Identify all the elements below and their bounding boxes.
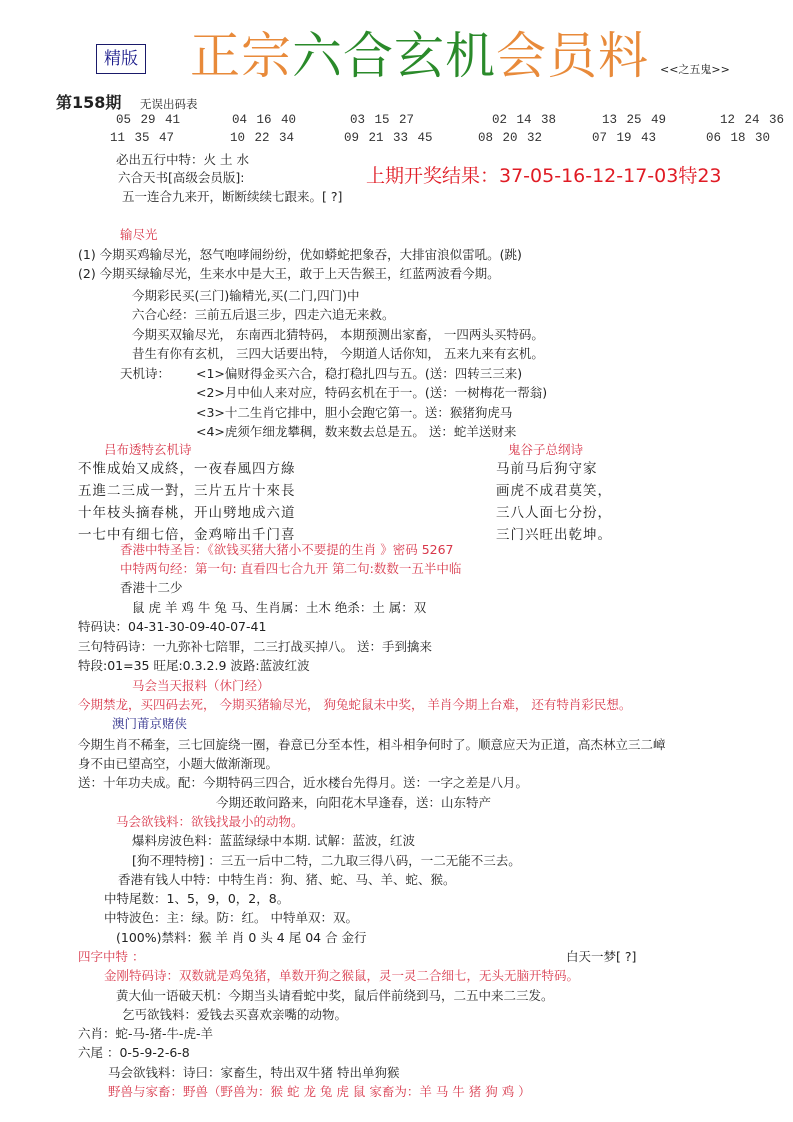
subtitle: <<之五鬼>>: [660, 63, 730, 76]
poem-line: 不惟成始又成終，一夜春風四方綠: [78, 461, 296, 477]
section-title: 马会当天报料（休门经）: [132, 678, 270, 693]
text-line: 送：十年功夫成。配：今期特码三四合，近水楼台先得月。送：一字之差是八月。: [78, 775, 529, 790]
poem-line: 一七中有细七倍，金鸡啼出千门喜: [78, 527, 296, 543]
text-line: 马会欲钱料：欲钱找最小的动物。: [116, 814, 304, 829]
code-cell: 02 14 38: [492, 113, 557, 127]
text-line: <3>十二生肖它排中，胆小会跑它第一。送：猴猪狗虎马: [196, 405, 513, 420]
title-char: 员: [547, 27, 598, 85]
text-line: 中特波色：主：绿。防：红。 中特单双：双。: [104, 910, 358, 925]
section-title: 鬼谷子总纲诗: [508, 442, 584, 457]
section-title: 澳门莆京赌侠: [112, 716, 188, 731]
title-char: 料: [598, 27, 649, 85]
title-char: 会: [496, 27, 547, 85]
text-line: 鼠 虎 羊 鸡 牛 兔 马、生肖属：土木 绝杀：土 属：双: [132, 600, 427, 615]
code-cell: 08 20 32: [478, 131, 543, 145]
text-line: 香港中特圣旨：《欲钱买猪大猪小不要提的生肖 》密码 5267: [120, 542, 454, 557]
text-line: 野兽与家畜：野兽（野兽为：猴 蛇 龙 兔 虎 鼠 家畜为：羊 马 牛 猪 狗 鸡 ）: [108, 1084, 531, 1099]
text-line: 特码诀：04-31-30-09-40-07-41: [78, 619, 267, 634]
text-line: 昔生有你有玄机， 三四大话要出特， 今期道人话你知， 五来九来有玄机。: [132, 346, 544, 361]
text-line: 六尾 ：0-5-9-2-6-8: [78, 1045, 190, 1060]
text-line: 中特尾数：1、5，9，0，2，8。: [104, 891, 290, 906]
text-line: 金刚特码诗：双数就是鸡兔猪，单数开狗之猴鼠，灵一灵二合细七，无头无脑开特码。: [104, 968, 580, 983]
title-char: 合: [343, 27, 394, 85]
poem-line: 马前马后狗守家: [496, 461, 598, 477]
poem-line: 三八人面七分扮，: [496, 505, 612, 521]
text-line: (1) 今期买鸡输尽光，怒气咆哮闹纷纷，优如蟒蛇把象吞，大排宙浪似雷吼。(跳): [78, 247, 522, 262]
text-line: 今期禁龙，买四码去死， 今期买猪输尽光， 狗兔蛇鼠未中奖， 羊肖今期上台难， 还有特肖彩民想。: [78, 697, 632, 712]
code-cell: 05 29 41: [116, 113, 181, 127]
text-line: 六肖：蛇-马-猪-牛-虎-羊: [78, 1026, 214, 1041]
tianshu-poem: 五一连合九来开，断断续续七跟来。[ ?]: [122, 189, 343, 204]
text-line: 四字中特 ：: [78, 949, 145, 964]
section-title: 输尽光: [120, 227, 158, 242]
poem-line: 画虎不成君莫笑，: [496, 483, 612, 499]
text-line: <4>虎须乍细龙攀稠，数来数去总是五。 送：蛇羊送财来: [196, 424, 517, 439]
text-line: [狗不理特榜] ：三五一后中二特，二九取三得八码，一二无能不三去。: [132, 853, 521, 868]
text-line: 马会欲钱料：诗曰：家畜生，特出双牛猪 特出单狗猴: [108, 1065, 400, 1080]
code-cell: 11 35 47: [110, 131, 175, 145]
poem-line: 十年枝头摘春桃，开山劈地成六道: [78, 505, 296, 521]
text-line: 乞丐欲钱料：爱钱去买喜欢亲嘴的动物。: [122, 1007, 348, 1022]
code-cell: 06 18 30: [706, 131, 771, 145]
code-cell: 12 24 36: [720, 113, 785, 127]
title-char: 六: [292, 27, 343, 85]
text-line: (2) 今期买绿输尽光，生来水中是大王，敢于上天告猴王，红蓝两波看今期。: [78, 266, 500, 281]
code-cell: 10 22 34: [230, 131, 295, 145]
text-line: <2>月中仙人来对应，特码玄机在于一。(送：一树梅花一帮翁): [196, 385, 548, 400]
text-line: 特段:01=35 旺尾:0.3.2.9 波路:蓝波红波: [78, 658, 310, 673]
text-line: 三句特码诗：一九弥补七陪罪，二三打战买掉八。 送：手到擒来: [78, 639, 432, 654]
issue-number: 第158期: [56, 93, 122, 112]
text-line: 中特两句经：第一句: 直看四七合九开 第二句:数数一五半中临: [120, 561, 462, 576]
tianshu-label: 六合天书[高级会员版]:: [118, 170, 245, 185]
code-cell: 03 15 27: [350, 113, 415, 127]
code-cell: 07 19 43: [592, 131, 657, 145]
text-line: 身不由已望高空，小题大做渐渐现。: [78, 756, 279, 771]
title-char: 玄: [394, 27, 445, 85]
title-char: 机: [445, 27, 496, 85]
title-char: 宗: [241, 27, 292, 85]
text-line: 黄大仙一语破天机：今期当头请看蛇中奖，鼠后伴前绕到马，二五中来二三发。: [116, 988, 554, 1003]
text-value: 白天一梦[ ?]: [566, 949, 637, 964]
code-cell: 13 25 49: [602, 113, 667, 127]
text-line: 今期彩民买(三门)输精光,买(二门,四门)中: [132, 288, 360, 303]
text-line: (100%)禁料：猴 羊 肖 0 头 4 尾 04 合 金行: [116, 930, 367, 945]
code-cell: 04 16 40: [232, 113, 297, 127]
text-line: 香港十二少: [120, 580, 183, 595]
edition-badge: 精版: [96, 44, 146, 74]
section-title: 吕布透特玄机诗: [104, 442, 192, 457]
page-title: [190, 26, 649, 86]
last-result: 上期开奖结果：37-05-16-12-17-03特23: [366, 165, 722, 187]
code-cell: 09 21 33 45: [344, 131, 433, 145]
issue-subtitle: 无误出码表: [140, 97, 198, 111]
tianji-label: 天机诗：: [120, 366, 171, 381]
text-line: 今期生肖不稀奎，三七回旋绕一圈，眷意已分至本性，相斗相争何时了。顺意应天为正道，高杰林立三二嶂: [78, 737, 666, 752]
text-line: 爆料房波色料：蓝蓝绿绿中本期. 试解：蓝波，红波: [132, 833, 415, 848]
poem-line: 三门兴旺出乾坤。: [496, 527, 612, 543]
text-line: <1>偏财得金买六合，稳打稳扎四与五。(送：四转三三来): [196, 366, 523, 381]
text-line: 六合心经：三前五后退三步，四走六追无来救。: [132, 307, 395, 322]
text-line: 今期还敢问路来，向阳花木早逢春，送：山东特产: [216, 795, 492, 810]
text-line: 今期买双输尽光， 东南西北猜特码， 本期预测出家畜， 一四两头买特码。: [132, 327, 544, 342]
wuxing-line: 必出五行中特：火 土 水: [116, 152, 249, 167]
poem-line: 五進二三成一對，三片五片十來長: [78, 483, 296, 499]
title-char: 正: [190, 27, 241, 85]
text-line: 香港有钱人中特：中特生肖：狗、猪、蛇、马、羊、蛇、猴。: [118, 872, 456, 887]
